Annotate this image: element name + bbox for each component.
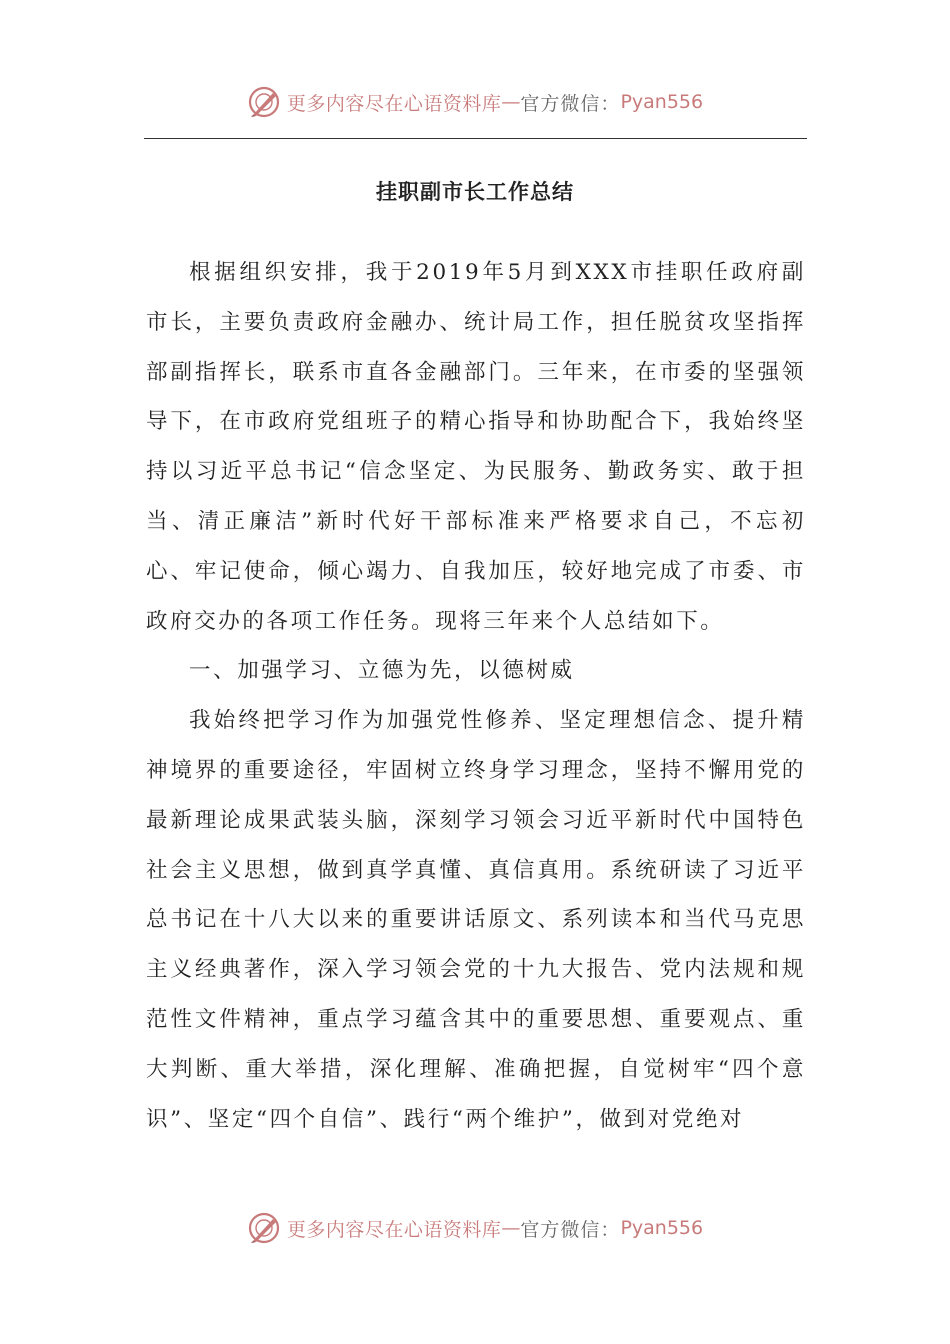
document-body [146, 248, 806, 1144]
banner-wechat-id: Pyan556 [620, 91, 704, 113]
document-title: 挂职副市长工作总结 [376, 180, 574, 204]
pen-circle-logo-icon [247, 1211, 281, 1245]
banner-wechat-id: Pyan556 [620, 1217, 704, 1239]
section-heading-1: 一、加强学习、立德为先，以德树威 [189, 658, 575, 684]
banner-main-text: 更多内容尽在心语资料库 [286, 92, 502, 115]
banner-wechat-label: 官方微信： [520, 92, 621, 115]
paragraph-intro: 根据组织安排，我于2019年5月到XXX市挂职任政府副市长，主要负责政府金融办、统计局工作，担任脱贫攻坚指挥部副指挥长，联系市直各金融部门。三年来，在市委的坚强领导下，在市政府党组班子的精心指导和协助配合下，我始终坚持以习近平总书记“信念坚定、为民服务、勤政务实、敢于担当、清正廉洁”新时代好干部标准来严格要求自己，不忘初心、牢记使命，倾心竭力、自我加压，较好地完成了市委、市政府交办的各项工作任务。现将三年来个人总结如下。 [146, 260, 806, 634]
banner-separator: — [501, 1217, 521, 1239]
header-banner [0, 82, 950, 122]
header-divider [144, 138, 807, 139]
paragraph-study: 我始终把学习作为加强党性修养、坚定理想信念、提升精神境界的重要途径，牢固树立终身学习理念，坚持不懈用党的最新理论成果武装头脑，深刻学习领会习近平新时代中国特色社会主义思想，做到真学真懂、真信真用。系统研读了习近平总书记在十八大以来的重要讲话原文、系列读本和当代马克思主义经典著作，深入学习领会党的十九大报告、党内法规和规范性文件精神，重点学习蕴含其中的重要思想、重要观点、重大判断、重大举措，深化理解、准确把握，自觉树牢“四个意识”、坚定“四个自信”、践行“两个维护”，做到对党绝对 [146, 708, 806, 1132]
banner-main-text: 更多内容尽在心语资料库 [286, 1218, 502, 1241]
banner-wechat-label: 官方微信： [520, 1218, 621, 1241]
banner-separator: — [501, 91, 521, 113]
footer-banner [0, 1208, 950, 1248]
pen-circle-logo-icon [247, 85, 281, 119]
